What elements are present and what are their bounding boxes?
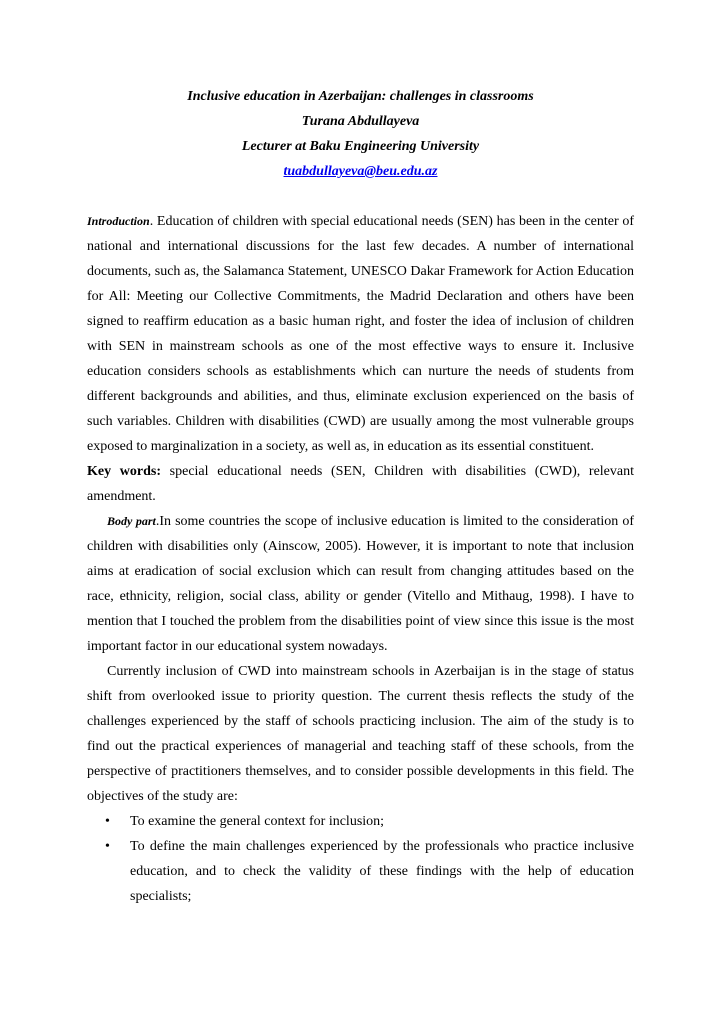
body-paragraph-2: Currently inclusion of CWD into mainstream schools in Azerbaijan is in the stage of status shift from overlooked issue to priority question. The current thesis reflects the study of the challenges experienced by the staff of schools practicing inclusion. The aim of the study is to find out the practical experiences of managerial and teaching staff of these schools, from the perspective of practitioners themselves, and to consider possible developments in this field. The objectives of the study are:	[87, 664, 634, 804]
keywords-text: special educational needs (SEN, Children with disabilities (CWD), relevant amendment.	[87, 464, 634, 504]
objectives-list	[87, 809, 634, 909]
list-item-text: To define the main challenges experienced by the professionals who practice inclusive education, and to check the validity of these findings with the help of education specialists;	[130, 839, 634, 904]
spacer	[87, 184, 634, 209]
list-item	[87, 809, 634, 834]
keywords-label: Key words:	[87, 464, 161, 479]
keywords-paragraph	[87, 459, 634, 509]
author-email-link[interactable]: tuabdullayeva@beu.edu.az	[283, 164, 438, 179]
body-paragraph-1	[87, 509, 634, 659]
introduction-text: . Education of children with special educational needs (SEN) has been in the center of national and international discussions for the last few decades. A number of international documents, such as, the Salamanca Statement, UNESCO Dakar Framework for Action Education for All: Meeting our Collective Commitments, the Madrid Declaration and others have been signed to reaffirm education as a basic human right, and foster the idea of inclusion of children with SEN in mainstream schools as one of the most effective ways to ensure it. Inclusive education considers schools as establishments which can nurture the needs of students from different backgrounds and abilities, and thus, eliminate exclusion experienced on the basis of such variables. Children with disabilities (CWD) are usually among the most vulnerable groups exposed to marginalization in a society, as well as, in education as its essential constituent.	[87, 214, 634, 454]
introduction-label: Introduction	[87, 214, 150, 228]
introduction-paragraph	[87, 209, 634, 459]
document-page	[87, 84, 634, 909]
list-item	[87, 834, 634, 909]
list-item-text: To examine the general context for inclusion;	[130, 814, 385, 829]
bullet-icon: •	[105, 839, 110, 854]
bullet-icon: •	[105, 814, 110, 829]
paper-title: Inclusive education in Azerbaijan: challenges in classrooms	[187, 89, 534, 104]
author-name: Turana Abdullayeva	[301, 114, 420, 129]
author-affiliation: Lecturer at Baku Engineering University	[241, 139, 480, 154]
body-paragraph-1-text: .In some countries the scope of inclusive education is limited to the consideration of children with disabilities only (Ainscow, 2005). However, it is important to note that inclusion aims at eradication of social exclusion which can result from changing attitudes based on the race, ethnicity, religion, social class, ability or gender (Vitello and Mithaug, 1998). I have to mention that I touched the problem from the disabilities point of view since this issue is the most important factor in our educational system nowadays.	[87, 514, 634, 654]
body-part-label: Body part	[107, 514, 156, 528]
